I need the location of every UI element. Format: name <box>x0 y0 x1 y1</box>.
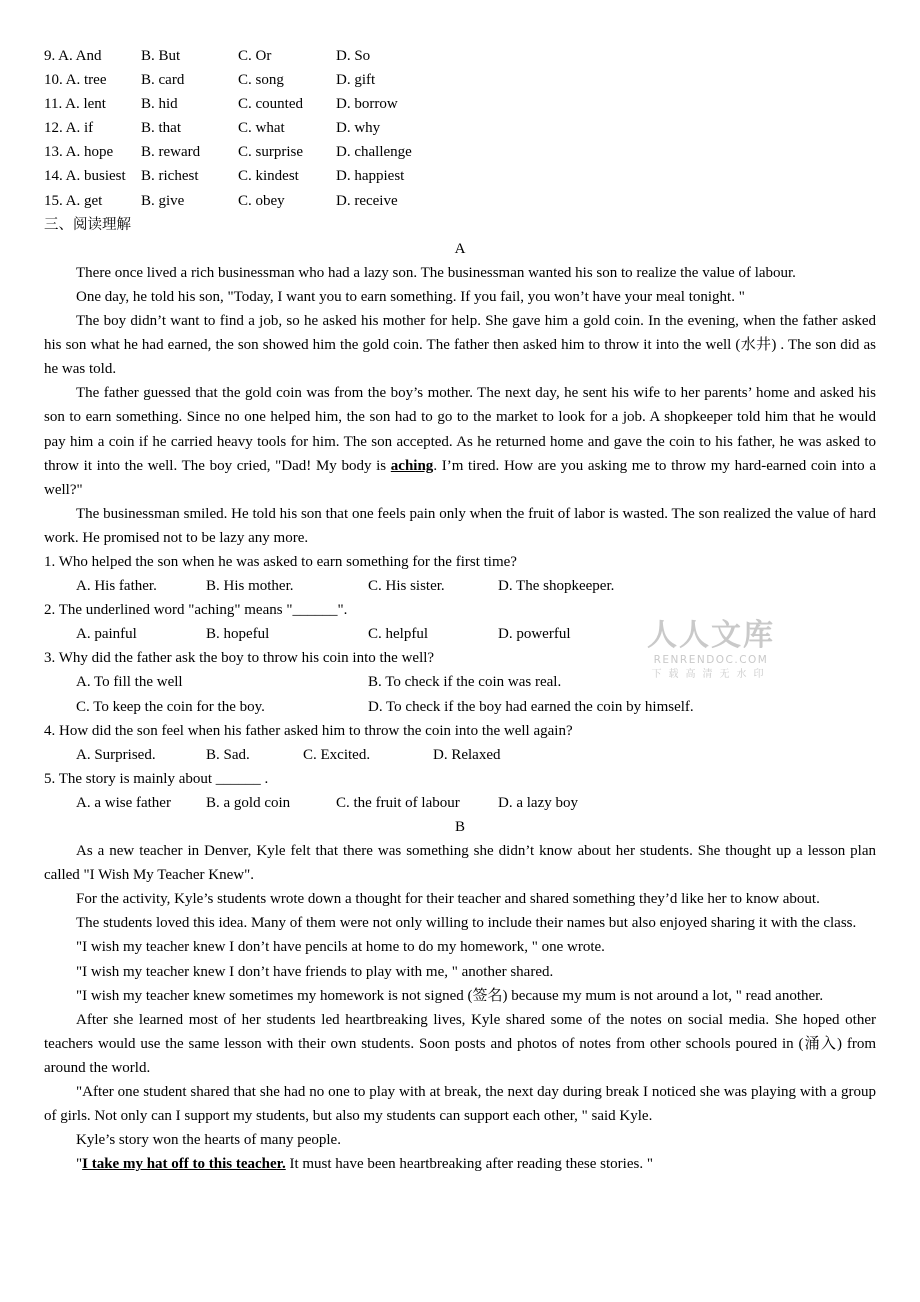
passage-b-label: B <box>454 819 465 835</box>
option-c[interactable]: C. To keep the coin for the boy. <box>76 698 265 715</box>
passage-b-paragraph: "After one student shared that she had no one to play with at break, the next day during break I noticed she was playing with a group of girls. Not only can I support my students, but also my students can support each other, " said Kyle. <box>44 1084 876 1125</box>
passage-a-paragraph: The boy didn’t want to find a job, so he asked his mother for help. She gave him a gold coin. In the evening, when the father asked his son what he had earned, the son showed him the gold coin. The father then asked him to throw it into the well (水井) . The son did as he was told. <box>44 313 876 378</box>
question-stem: 1. Who helped the son when he was asked to earn something for the first time? <box>44 553 517 570</box>
option-a[interactable]: A. a wise father <box>76 794 171 811</box>
option-b[interactable]: B. a gold coin <box>206 794 291 811</box>
cloze-option-row: 13. A. hope B. reward C. surprise D. challenge <box>44 144 412 161</box>
option-b[interactable]: B. Sad. <box>206 746 250 763</box>
underlined-word-aching: aching <box>390 457 434 474</box>
option-d[interactable]: D. The shopkeeper. <box>498 578 615 595</box>
cloze-option-row: 14. A. busiest B. richest C. kindest D. happiest <box>44 168 405 185</box>
question-options <box>44 574 876 598</box>
option-b[interactable]: B. To check if the coin was real. <box>368 674 562 691</box>
passage-b-paragraph: For the activity, Kyle’s students wrote down a thought for their teacher and shared something they’d like her to know about. <box>76 891 820 908</box>
option-c[interactable]: C. Excited. <box>303 746 371 763</box>
document-page <box>44 44 876 1176</box>
option-a[interactable]: A. To fill the well <box>76 674 183 691</box>
passage-b-paragraph: "I wish my teacher knew sometimes my homework is not signed (签名) because my mum is not around a lot, " read another. <box>76 987 824 1004</box>
passage-b-paragraph: As a new teacher in Denver, Kyle felt that there was something she didn’t know about her students. She thought up a lesson plan called "I Wish My Teacher Knew". <box>44 843 876 884</box>
option-d[interactable]: D. a lazy boy <box>498 794 578 811</box>
option-b[interactable]: B. hopeful <box>206 626 270 643</box>
option-c[interactable]: C. helpful <box>368 626 428 643</box>
option-a[interactable]: A. His father. <box>76 578 157 595</box>
option-a[interactable]: A. Surprised. <box>76 746 156 763</box>
question-stem: 4. How did the son feel when his father asked him to throw the coin into the well again? <box>44 722 573 739</box>
passage-b-paragraph: The students loved this idea. Many of them were not only willing to include their names but also enjoyed sharing it with the class. <box>76 915 857 932</box>
question-options <box>44 743 876 767</box>
cloze-option-row: 15. A. get B. give C. obey D. receive <box>44 192 398 209</box>
option-d[interactable]: D. Relaxed <box>433 746 501 763</box>
passage-b-paragraph: Kyle’s story won the hearts of many people. <box>76 1132 341 1149</box>
question-stem: 3. Why did the father ask the boy to throw his coin into the well? <box>44 650 435 667</box>
passage-a-paragraph: The businessman smiled. He told his son that one feels pain only when the fruit of labor is wasted. The son realized the value of hard work. He promised not to be lazy any more. <box>44 505 876 546</box>
watermark-site-text: RENRENDOC.COM <box>653 654 769 666</box>
passage-a-label: A <box>454 240 466 257</box>
option-c[interactable]: C. the fruit of labour <box>336 794 460 811</box>
option-b[interactable]: B. His mother. <box>206 578 294 595</box>
passage-a-paragraph: The father guessed that the gold coin was from the boy’s mother. The next day, he sent his wife to her parents’ home and asked his son to earn something. Since no one helped him, the son had to go to the market to look for a job. A shopkeeper told him that he would pay him a coin if he carried heavy tools for him. The son accepted. As he returned home and gave the coin to his father, he was asked to throw it into the well. The boy cried, "Dad! My body is aching. I’m tired. How are you asking me to throw my hard-earned coin into a well?" <box>44 385 877 498</box>
passage-a-paragraph: One day, he told his son, "Today, I want you to earn something. If you fail, you won’t have your meal tonight. " <box>76 288 745 305</box>
option-d[interactable]: D. To check if the boy had earned the coin by himself. <box>368 698 694 715</box>
question-stem: 2. The underlined word "aching" means "______". <box>44 602 348 619</box>
question-options <box>44 695 876 719</box>
cloze-option-row: 12. A. if B. that C. what D. why <box>44 120 381 137</box>
watermark-logo <box>646 618 776 680</box>
question-stem: 5. The story is mainly about ______ . <box>44 770 269 787</box>
watermark-main-text: 人人文库 <box>647 618 775 653</box>
underlined-sentence: I take my hat off to this teacher. <box>82 1156 286 1173</box>
passage-b-paragraph: "I wish my teacher knew I don’t have friends to play with me, " another shared. <box>76 963 554 980</box>
section-heading: 三、阅读理解 <box>44 216 131 233</box>
passage-b-paragraph: After she learned most of her students led heartbreaking lives, Kyle shared some of the notes on social media. She hoped other teachers would use the same lesson with their own students. Soon posts and photos of notes from other schools poured in (涌入) from around the world. <box>44 1011 876 1076</box>
cloze-options <box>44 44 876 213</box>
cloze-option-row: 9. A. And B. But C. Or D. So <box>44 48 371 64</box>
cloze-option-row: 10. A. tree B. card C. song D. gift <box>44 72 376 89</box>
watermark-tagline: 下载高清无水印 <box>651 668 771 680</box>
passage-b-paragraph: "I wish my teacher knew I don’t have pencils at home to do my homework, " one wrote. <box>76 939 605 956</box>
passage-a-paragraph: There once lived a rich businessman who had a lazy son. The businessman wanted his son to realize the value of labour. <box>76 264 796 281</box>
option-d[interactable]: D. powerful <box>498 626 571 643</box>
passage-b-paragraph: "I take my hat off to this teacher. It must have been heartbreaking after reading these stories. " <box>76 1156 653 1173</box>
cloze-option-row: 11. A. lent B. hid C. counted D. borrow <box>44 96 398 113</box>
option-a[interactable]: A. painful <box>76 626 137 643</box>
option-c[interactable]: C. His sister. <box>368 578 445 595</box>
question-options <box>44 791 876 815</box>
